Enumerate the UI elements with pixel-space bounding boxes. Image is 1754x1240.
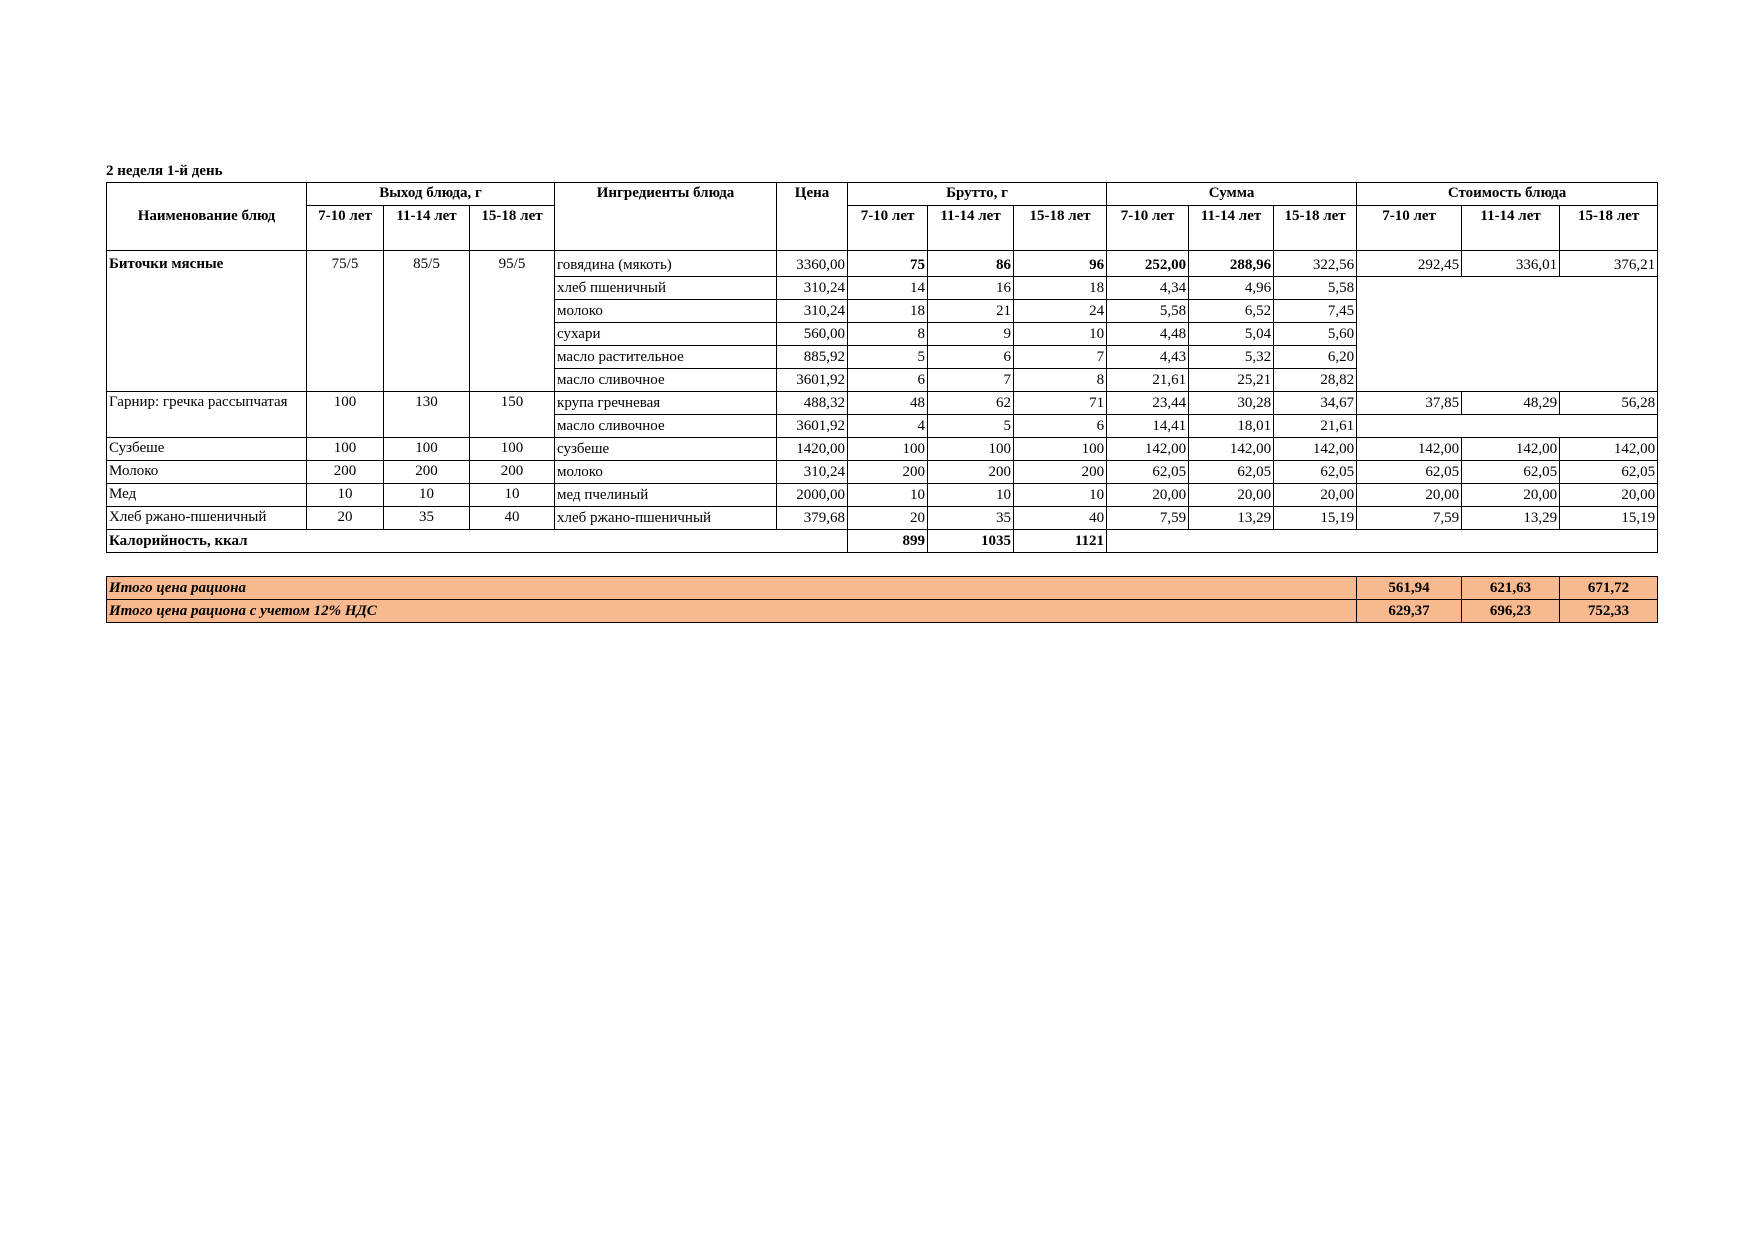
dish-yield: 150 bbox=[470, 392, 555, 438]
menu-body bbox=[107, 251, 1658, 530]
ingredient-price: 488,32 bbox=[777, 392, 848, 415]
ingredient-brutto: 20 bbox=[848, 507, 928, 530]
dish-cost: 142,00 bbox=[1560, 438, 1658, 461]
ingredient-name: сухари bbox=[555, 323, 777, 346]
dish-name: Мед bbox=[107, 484, 307, 507]
menu-sheet bbox=[106, 160, 1657, 623]
ingredient-brutto: 9 bbox=[928, 323, 1014, 346]
dish-yield: 35 bbox=[384, 507, 470, 530]
dish-yield: 10 bbox=[384, 484, 470, 507]
header-ingredients: Ингредиенты блюда bbox=[555, 183, 777, 251]
ingredient-sum: 18,01 bbox=[1189, 415, 1274, 438]
dish-cost: 336,01 bbox=[1462, 251, 1560, 277]
dish-name: Хлеб ржано-пшеничный bbox=[107, 507, 307, 530]
total-vat-value: 629,37 bbox=[1357, 600, 1462, 623]
ingredient-brutto: 40 bbox=[1014, 507, 1107, 530]
header-brutto-age: 7-10 лет bbox=[848, 206, 928, 251]
ingredient-price: 379,68 bbox=[777, 507, 848, 530]
ingredient-brutto: 16 bbox=[928, 277, 1014, 300]
dish-yield: 85/5 bbox=[384, 251, 470, 392]
ingredient-name: говядина (мякоть) bbox=[555, 251, 777, 277]
ingredient-price: 310,24 bbox=[777, 277, 848, 300]
cost-filler bbox=[1357, 277, 1658, 392]
ingredient-price: 885,92 bbox=[777, 346, 848, 369]
ingredient-brutto: 5 bbox=[848, 346, 928, 369]
ingredient-brutto: 14 bbox=[848, 277, 928, 300]
ingredient-sum: 5,60 bbox=[1274, 323, 1357, 346]
ingredient-sum: 252,00 bbox=[1107, 251, 1189, 277]
ingredient-price: 560,00 bbox=[777, 323, 848, 346]
ingredient-sum: 142,00 bbox=[1189, 438, 1274, 461]
ingredient-sum: 13,29 bbox=[1189, 507, 1274, 530]
ingredient-sum: 14,41 bbox=[1107, 415, 1189, 438]
calories-value: 1035 bbox=[928, 530, 1014, 553]
ingredient-brutto: 8 bbox=[1014, 369, 1107, 392]
dish-yield: 200 bbox=[307, 461, 384, 484]
header-yield-age: 11-14 лет bbox=[384, 206, 470, 251]
ingredient-sum: 62,05 bbox=[1274, 461, 1357, 484]
ingredient-row bbox=[107, 484, 1658, 507]
ingredient-brutto: 200 bbox=[928, 461, 1014, 484]
ingredient-name: крупа гречневая bbox=[555, 392, 777, 415]
ingredient-sum: 4,43 bbox=[1107, 346, 1189, 369]
ingredient-row bbox=[107, 507, 1658, 530]
ingredient-name: масло сливочное bbox=[555, 369, 777, 392]
header-sum-age: 7-10 лет bbox=[1107, 206, 1189, 251]
ingredient-name: молоко bbox=[555, 300, 777, 323]
header-price: Цена bbox=[777, 183, 848, 251]
ingredient-price: 310,24 bbox=[777, 300, 848, 323]
dish-yield: 10 bbox=[307, 484, 384, 507]
dish-cost: 13,29 bbox=[1462, 507, 1560, 530]
ingredient-brutto: 7 bbox=[928, 369, 1014, 392]
ingredient-name: масло сливочное bbox=[555, 415, 777, 438]
ingredient-sum: 5,58 bbox=[1274, 277, 1357, 300]
ingredient-brutto: 8 bbox=[848, 323, 928, 346]
ingredient-row bbox=[107, 392, 1658, 415]
header-brutto: Брутто, г bbox=[848, 183, 1107, 206]
ingredient-brutto: 7 bbox=[1014, 346, 1107, 369]
dish-yield: 100 bbox=[307, 438, 384, 461]
ingredient-brutto: 96 bbox=[1014, 251, 1107, 277]
header-yield-age: 7-10 лет bbox=[307, 206, 384, 251]
total-value: 671,72 bbox=[1560, 577, 1658, 600]
ingredient-sum: 20,00 bbox=[1274, 484, 1357, 507]
dish-yield: 10 bbox=[470, 484, 555, 507]
dish-yield: 95/5 bbox=[470, 251, 555, 392]
ingredient-row bbox=[107, 438, 1658, 461]
ingredient-price: 2000,00 bbox=[777, 484, 848, 507]
sheet-caption: 2 неделя 1-й день bbox=[106, 163, 223, 179]
ingredient-sum: 25,21 bbox=[1189, 369, 1274, 392]
ingredient-brutto: 75 bbox=[848, 251, 928, 277]
dish-cost: 15,19 bbox=[1560, 507, 1658, 530]
total-value: 621,63 bbox=[1462, 577, 1560, 600]
ingredient-brutto: 86 bbox=[928, 251, 1014, 277]
header-yield-age: 15-18 лет bbox=[470, 206, 555, 251]
dish-cost: 7,59 bbox=[1357, 507, 1462, 530]
ingredient-sum: 4,34 bbox=[1107, 277, 1189, 300]
dish-name: Биточки мясные bbox=[107, 251, 307, 392]
ingredient-brutto: 100 bbox=[848, 438, 928, 461]
ingredient-brutto: 71 bbox=[1014, 392, 1107, 415]
calories-row bbox=[107, 530, 1658, 553]
ingredient-name: хлеб ржано-пшеничный bbox=[555, 507, 777, 530]
ingredient-brutto: 10 bbox=[1014, 484, 1107, 507]
dish-cost: 37,85 bbox=[1357, 392, 1462, 415]
calories-filler bbox=[1107, 530, 1658, 553]
ingredient-sum: 28,82 bbox=[1274, 369, 1357, 392]
ingredient-sum: 20,00 bbox=[1107, 484, 1189, 507]
ingredient-sum: 7,59 bbox=[1107, 507, 1189, 530]
ingredient-sum: 30,28 bbox=[1189, 392, 1274, 415]
ingredient-price: 1420,00 bbox=[777, 438, 848, 461]
header-sum-age: 11-14 лет bbox=[1189, 206, 1274, 251]
ingredient-price: 3360,00 bbox=[777, 251, 848, 277]
dish-yield: 75/5 bbox=[307, 251, 384, 392]
ingredient-brutto: 200 bbox=[848, 461, 928, 484]
total-label: Итого цена рациона bbox=[107, 577, 1357, 600]
dish-name: Гарнир: гречка рассыпчатая bbox=[107, 392, 307, 438]
ingredient-row bbox=[107, 461, 1658, 484]
dish-yield: 130 bbox=[384, 392, 470, 438]
ingredient-sum: 20,00 bbox=[1189, 484, 1274, 507]
ingredient-brutto: 100 bbox=[1014, 438, 1107, 461]
ingredient-name: масло растительное bbox=[555, 346, 777, 369]
ingredient-brutto: 35 bbox=[928, 507, 1014, 530]
dish-cost: 142,00 bbox=[1357, 438, 1462, 461]
ingredient-sum: 21,61 bbox=[1107, 369, 1189, 392]
dish-cost: 62,05 bbox=[1560, 461, 1658, 484]
dish-yield: 40 bbox=[470, 507, 555, 530]
dish-cost: 20,00 bbox=[1560, 484, 1658, 507]
header-brutto-age: 15-18 лет bbox=[1014, 206, 1107, 251]
ingredient-brutto: 5 bbox=[928, 415, 1014, 438]
ingredient-brutto: 48 bbox=[848, 392, 928, 415]
header-yield: Выход блюда, г bbox=[307, 183, 555, 206]
total-vat-label: Итого цена рациона с учетом 12% НДС bbox=[107, 600, 1357, 623]
ingredient-name: мед пчелиный bbox=[555, 484, 777, 507]
ingredient-sum: 4,48 bbox=[1107, 323, 1189, 346]
ingredient-sum: 7,45 bbox=[1274, 300, 1357, 323]
dish-name: Молоко bbox=[107, 461, 307, 484]
calories-value: 899 bbox=[848, 530, 928, 553]
ingredient-brutto: 100 bbox=[928, 438, 1014, 461]
dish-cost: 292,45 bbox=[1357, 251, 1462, 277]
total-vat-row bbox=[107, 600, 1658, 623]
total-vat-value: 696,23 bbox=[1462, 600, 1560, 623]
dish-cost: 376,21 bbox=[1560, 251, 1658, 277]
ingredient-sum: 142,00 bbox=[1274, 438, 1357, 461]
header-cost-age: 11-14 лет bbox=[1462, 206, 1560, 251]
ingredient-sum: 6,20 bbox=[1274, 346, 1357, 369]
ingredient-sum: 5,04 bbox=[1189, 323, 1274, 346]
ingredient-price: 3601,92 bbox=[777, 415, 848, 438]
ingredient-brutto: 18 bbox=[1014, 277, 1107, 300]
header-dish-name: Наименование блюд bbox=[107, 183, 307, 251]
ingredient-row bbox=[107, 251, 1658, 277]
dish-cost: 62,05 bbox=[1357, 461, 1462, 484]
header-sum: Сумма bbox=[1107, 183, 1357, 206]
dish-yield: 20 bbox=[307, 507, 384, 530]
header-brutto-age: 11-14 лет bbox=[928, 206, 1014, 251]
menu-table bbox=[106, 182, 1658, 553]
total-value: 561,94 bbox=[1357, 577, 1462, 600]
ingredient-sum: 5,32 bbox=[1189, 346, 1274, 369]
ingredient-brutto: 6 bbox=[1014, 415, 1107, 438]
ingredient-brutto: 200 bbox=[1014, 461, 1107, 484]
header-cost: Стоимость блюда bbox=[1357, 183, 1658, 206]
ingredient-sum: 23,44 bbox=[1107, 392, 1189, 415]
ingredient-name: молоко bbox=[555, 461, 777, 484]
ingredient-name: сузбеше bbox=[555, 438, 777, 461]
dish-yield: 100 bbox=[470, 438, 555, 461]
dish-cost: 62,05 bbox=[1462, 461, 1560, 484]
dish-cost: 56,28 bbox=[1560, 392, 1658, 415]
dish-yield: 200 bbox=[470, 461, 555, 484]
ingredient-brutto: 4 bbox=[848, 415, 928, 438]
ingredient-name: хлеб пшеничный bbox=[555, 277, 777, 300]
header-sum-age: 15-18 лет bbox=[1274, 206, 1357, 251]
ingredient-price: 3601,92 bbox=[777, 369, 848, 392]
ingredient-sum: 4,96 bbox=[1189, 277, 1274, 300]
ingredient-brutto: 10 bbox=[848, 484, 928, 507]
ingredient-sum: 15,19 bbox=[1274, 507, 1357, 530]
ingredient-brutto: 18 bbox=[848, 300, 928, 323]
dish-cost: 20,00 bbox=[1357, 484, 1462, 507]
totals-table bbox=[106, 576, 1658, 623]
ingredient-sum: 288,96 bbox=[1189, 251, 1274, 277]
dish-yield: 100 bbox=[384, 438, 470, 461]
calories-value: 1121 bbox=[1014, 530, 1107, 553]
ingredient-brutto: 62 bbox=[928, 392, 1014, 415]
ingredient-brutto: 10 bbox=[1014, 323, 1107, 346]
ingredient-brutto: 24 bbox=[1014, 300, 1107, 323]
dish-cost: 48,29 bbox=[1462, 392, 1560, 415]
ingredient-sum: 21,61 bbox=[1274, 415, 1357, 438]
dish-cost: 142,00 bbox=[1462, 438, 1560, 461]
dish-cost: 20,00 bbox=[1462, 484, 1560, 507]
ingredient-brutto: 6 bbox=[928, 346, 1014, 369]
calories-label: Калорийность, ккал bbox=[107, 530, 848, 553]
ingredient-brutto: 6 bbox=[848, 369, 928, 392]
ingredient-price: 310,24 bbox=[777, 461, 848, 484]
ingredient-sum: 5,58 bbox=[1107, 300, 1189, 323]
ingredient-brutto: 21 bbox=[928, 300, 1014, 323]
ingredient-sum: 62,05 bbox=[1189, 461, 1274, 484]
dish-yield: 100 bbox=[307, 392, 384, 438]
ingredient-sum: 6,52 bbox=[1189, 300, 1274, 323]
cost-filler bbox=[1357, 415, 1658, 438]
ingredient-sum: 142,00 bbox=[1107, 438, 1189, 461]
ingredient-sum: 322,56 bbox=[1274, 251, 1357, 277]
dish-name: Сузбеше bbox=[107, 438, 307, 461]
header-cost-age: 15-18 лет bbox=[1560, 206, 1658, 251]
dish-yield: 200 bbox=[384, 461, 470, 484]
ingredient-sum: 62,05 bbox=[1107, 461, 1189, 484]
header-cost-age: 7-10 лет bbox=[1357, 206, 1462, 251]
total-row bbox=[107, 577, 1658, 600]
total-vat-value: 752,33 bbox=[1560, 600, 1658, 623]
ingredient-sum: 34,67 bbox=[1274, 392, 1357, 415]
ingredient-brutto: 10 bbox=[928, 484, 1014, 507]
